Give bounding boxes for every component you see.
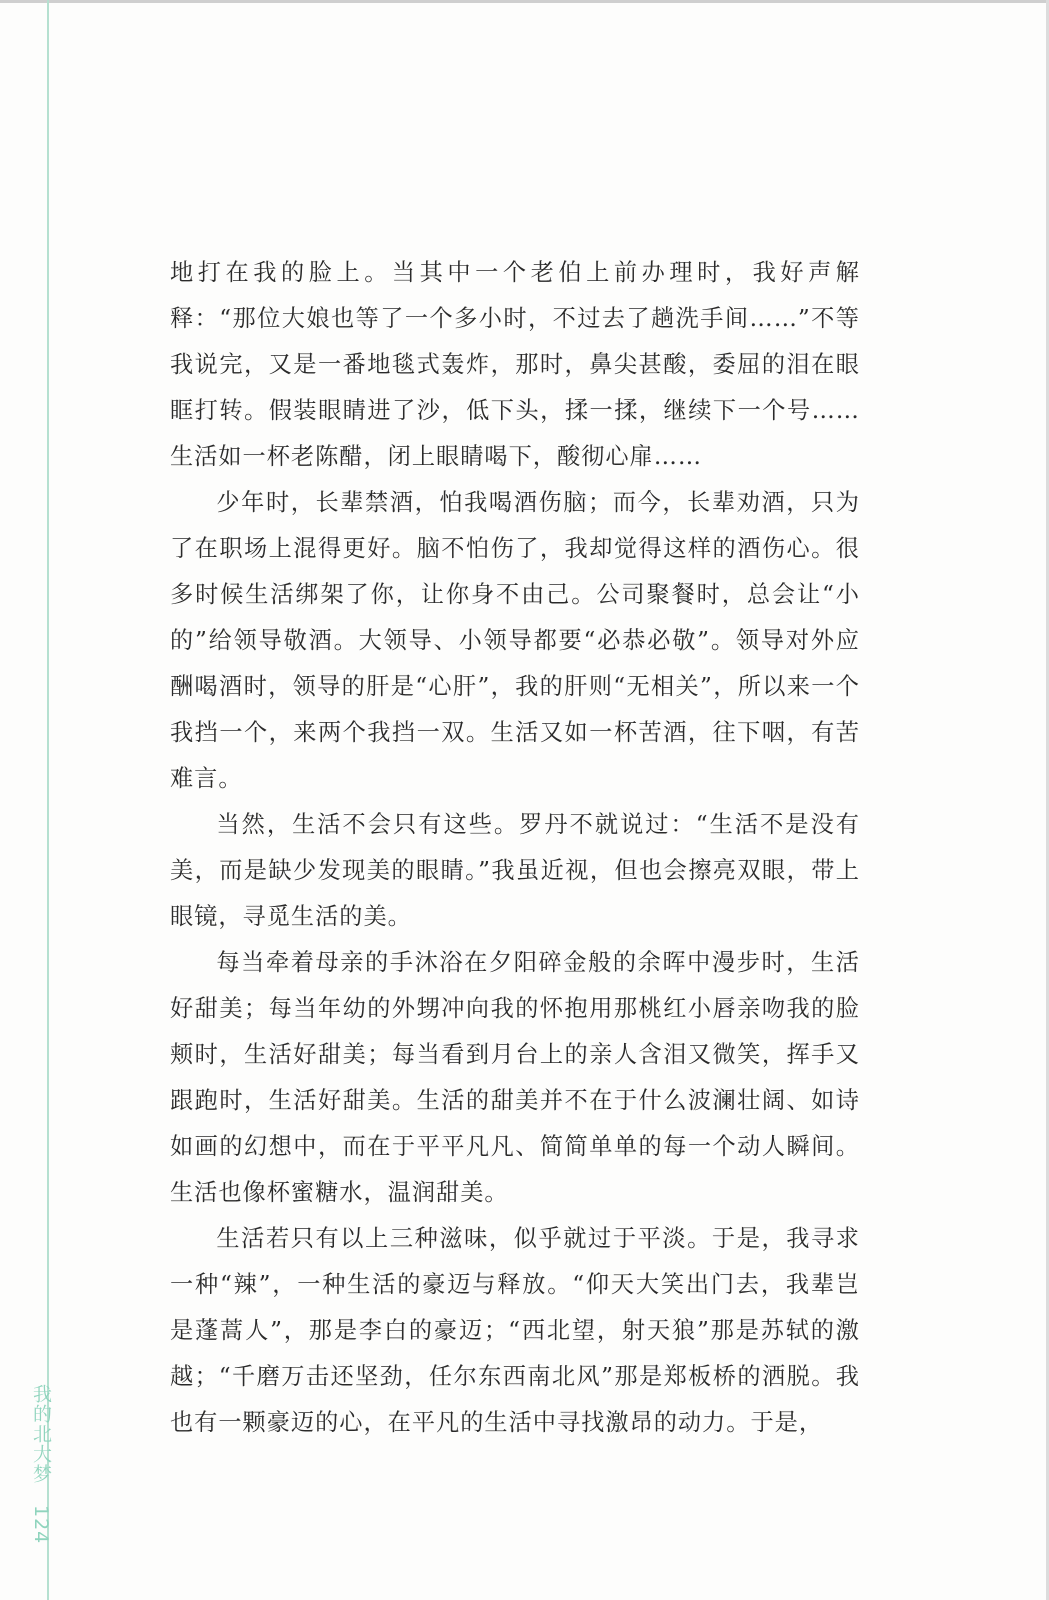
page-number: 124 [30,1505,52,1545]
paragraph: 生活若只有以上三种滋味，似乎就过于平淡。于是，我寻求一种“辣”，一种生活的豪迈与释放。“仰天大笑出门去，我辈岂是蓬蒿人”，那是李白的豪迈；“西北望，射天狼”那是苏轼的激越；“千磨万击还坚劲，任尔东西南北风”那是郑板桥的洒脱。我也有一颗豪迈的心，在平凡的生活中寻找激昂的动力。于是， [170,1225,860,1436]
page-top-edge [0,0,1049,3]
paragraph: 少年时，长辈禁酒，怕我喝酒伤脑；而今，长辈劝酒，只为了在职场上混得更好。脑不怕伤了，我却觉得这样的酒伤心。很多时候生活绑架了你，让你身不由己。公司聚餐时，总会让“小的”给领导敬酒。大领导、小领导都要“必恭必敬”。领导对外应酬喝酒时，领导的肝是“心肝”，我的肝则“无相关”，所以来一个我挡一个，来两个我挡一双。生活又如一杯苦酒，往下咽，有苦难言。 [170,489,860,792]
paragraph: 每当牵着母亲的手沐浴在夕阳碎金般的余晖中漫步时，生活好甜美；每当年幼的外甥冲向我的怀抱用那桃红小唇亲吻我的脸颊时，生活好甜美；每当看到月台上的亲人含泪又微笑，挥手又跟跑时，生活好甜美。生活的甜美并不在于什么波澜壮阔、如诗如画的幻想中，而在于平平凡凡、简简单单的每一个动人瞬间。生活也像杯蜜糖水，温润甜美。 [170,949,860,1206]
paragraph: 当然，生活不会只有这些。罗丹不就说过：“生活不是没有美，而是缺少发现美的眼睛。”我虽近视，但也会擦亮双眼，带上眼镜，寻觅生活的美。 [170,811,860,930]
paragraph: 地打在我的脸上。当其中一个老伯上前办理时，我好声解释：“那位大娘也等了一个多小时，不过去了趟洗手间……”不等我说完，又是一番地毯式轰炸，那时，鼻尖甚酸，委屈的泪在眼眶打转。假装眼睛进了沙，低下头，揉一揉，继续下一个号……生活如一杯老陈醋，闭上眼睛喝下，酸彻心扉…… [170,259,860,470]
book-title-label: 我的北大梦 [30,1384,52,1484]
body-text [170,250,860,1446]
running-footer [31,1384,51,1544]
margin-rule-line [47,0,49,1600]
